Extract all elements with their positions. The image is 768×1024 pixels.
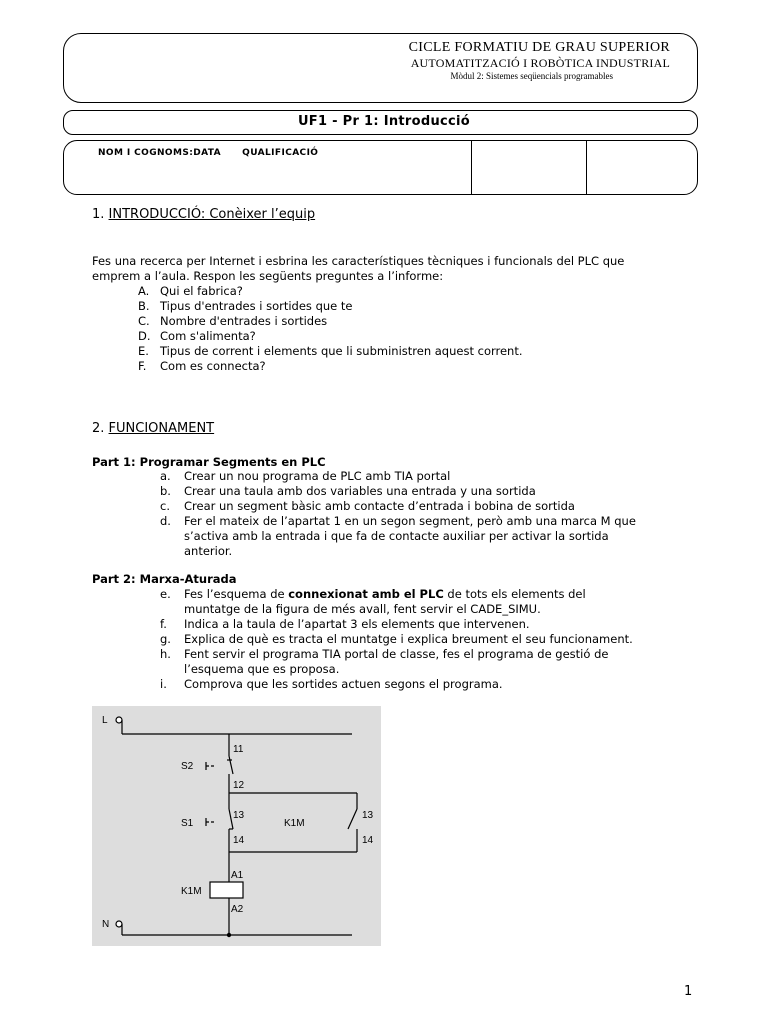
k1m-coil: [210, 882, 243, 898]
list-marker: c.: [160, 499, 170, 513]
label-S1: S1: [181, 818, 194, 829]
label-N: N: [102, 919, 110, 930]
item-text-bold: connexionat amb el PLC: [288, 587, 444, 601]
item-text: Crear un nou programa de PLC amb TIA portal: [184, 469, 451, 483]
s2-nc-contact: [229, 756, 233, 774]
item-text: Qui el fabrica?: [160, 284, 243, 298]
list-marker: D.: [138, 329, 151, 343]
list-item: [160, 484, 636, 499]
list-item: [160, 499, 636, 514]
item-text: Comprova que les sortides actuen segons el programa.: [184, 677, 503, 691]
list-item: [138, 314, 523, 329]
list-item: [160, 514, 636, 559]
list-item: [160, 677, 633, 692]
list-item: [160, 632, 633, 647]
list-item: [160, 469, 636, 484]
student-info-labels: NOM I COGNOMS:DATA QUALIFICACIÓ: [98, 148, 319, 158]
section-title: FUNCIONAMENT: [108, 421, 215, 436]
item-text: Nombre d'entrades i sortides: [160, 314, 328, 328]
item-text: Com es connecta?: [160, 359, 266, 373]
item-body: [184, 677, 503, 692]
part-1-title: Part 1: Programar Segments en PLC: [92, 455, 326, 469]
header-course: CICLE FORMATIU DE GRAU SUPERIOR: [408, 40, 670, 55]
terminal-14: 14: [233, 835, 245, 846]
part-2-title: Part 2: Marxa-Aturada: [92, 572, 237, 586]
item-text: anterior.: [184, 544, 233, 558]
item-body: [184, 469, 450, 484]
intro-line: emprem a l’aula. Respon les següents preguntes a l’informe:: [92, 269, 444, 283]
question-list: [138, 284, 523, 374]
item-text: Indica a la taula de l’apartat 3 els elements que intervenen.: [184, 617, 530, 631]
list-marker: A.: [138, 284, 150, 298]
item-text: Tipus de corrent i elements que li subministren aquest corrent.: [160, 344, 523, 358]
terminal-N: [116, 921, 122, 927]
intro-line: Fes una recerca per Internet i esbrina les característiques tècniques i funcionals del PLC que: [92, 254, 625, 268]
header-specialty: AUTOMATITZACIÓ I ROBÒTICA INDUSTRIAL: [410, 56, 670, 70]
section-number: 2.: [92, 421, 105, 436]
k1m-aux-contact: [348, 809, 357, 829]
list-marker: f.: [160, 617, 167, 631]
list-marker: e.: [160, 587, 171, 601]
terminal-12: 12: [233, 780, 245, 791]
list-marker: B.: [138, 299, 150, 313]
list-item: [160, 587, 633, 617]
item-text: Crear un segment bàsic amb contacte d’entrada i bobina de sortida: [184, 499, 575, 513]
list-item: [160, 617, 633, 632]
terminal-A2: A2: [231, 904, 244, 915]
terminal-14b: 14: [362, 835, 374, 846]
terminal-A1: A1: [231, 870, 244, 881]
item-text: Com s'alimenta?: [160, 329, 256, 343]
terminal-11: 11: [233, 744, 244, 755]
item-body: [184, 484, 536, 499]
item-body: [184, 499, 575, 514]
label-S2: S2: [181, 761, 194, 772]
wiring-diagram: [92, 706, 381, 946]
item-text: l’esquema que es proposa.: [184, 662, 340, 676]
item-text: muntatge de la figura de més avall, fent servir el CADE_SIMU.: [184, 602, 541, 616]
section-1-heading: [92, 207, 315, 222]
part-2-list: [160, 587, 633, 692]
section-title: INTRODUCCIÓ: Conèixer l’equip: [108, 207, 316, 222]
list-marker: i.: [160, 677, 167, 691]
list-marker: d.: [160, 514, 171, 528]
field-divider: [586, 140, 587, 195]
start-stop-circuit: [92, 706, 381, 946]
item-text: Fes l’esquema de: [184, 587, 289, 601]
item-body: [184, 617, 530, 632]
label-K1M-coil: K1M: [181, 886, 202, 897]
list-marker: a.: [160, 469, 171, 483]
list-item: [138, 284, 523, 299]
item-text: de tots els elements del: [443, 587, 586, 601]
list-item: [138, 344, 523, 359]
list-marker: g.: [160, 632, 171, 646]
item-text: Fent servir el programa TIA portal de classe, fes el programa de gestió de: [184, 647, 609, 661]
header-module: Mòdul 2: Sistemes seqüencials programables: [450, 71, 613, 81]
terminal-13: 13: [233, 810, 245, 821]
item-text: Explica de què es tracta el muntatge i explica breument el seu funcionament.: [184, 632, 633, 646]
item-text: Fer el mateix de l’apartat 1 en un segon segment, però amb una marca M que: [184, 514, 636, 528]
label-K1M-contact: K1M: [284, 818, 305, 829]
label-L: L: [102, 715, 108, 726]
section-2-heading: [92, 421, 214, 436]
list-item: [138, 299, 523, 314]
list-item: [138, 329, 523, 344]
item-text: Tipus d'entrades i sortides que te: [160, 299, 353, 313]
item-text: Crear una taula amb dos variables una entrada y una sortida: [184, 484, 536, 498]
list-item: [138, 359, 523, 374]
terminal-13b: 13: [362, 810, 374, 821]
list-marker: C.: [138, 314, 150, 328]
section-number: 1.: [92, 207, 105, 222]
list-marker: E.: [138, 344, 149, 358]
list-marker: h.: [160, 647, 171, 661]
field-divider: [471, 140, 472, 195]
item-body: [184, 632, 633, 647]
item-body: [184, 647, 608, 677]
item-text: s’activa amb la entrada i que fa de contacte auxiliar per activar la sortida: [184, 529, 609, 543]
unit-title: UF1 - Pr 1: Introducció: [297, 114, 471, 129]
item-body: [184, 514, 636, 559]
page-number: 1: [684, 984, 693, 999]
list-marker: F.: [138, 359, 147, 373]
intro-paragraph: [92, 254, 712, 284]
list-marker: b.: [160, 484, 171, 498]
part-1-list: [160, 469, 636, 559]
terminal-L: [116, 717, 122, 723]
list-item: [160, 647, 633, 677]
